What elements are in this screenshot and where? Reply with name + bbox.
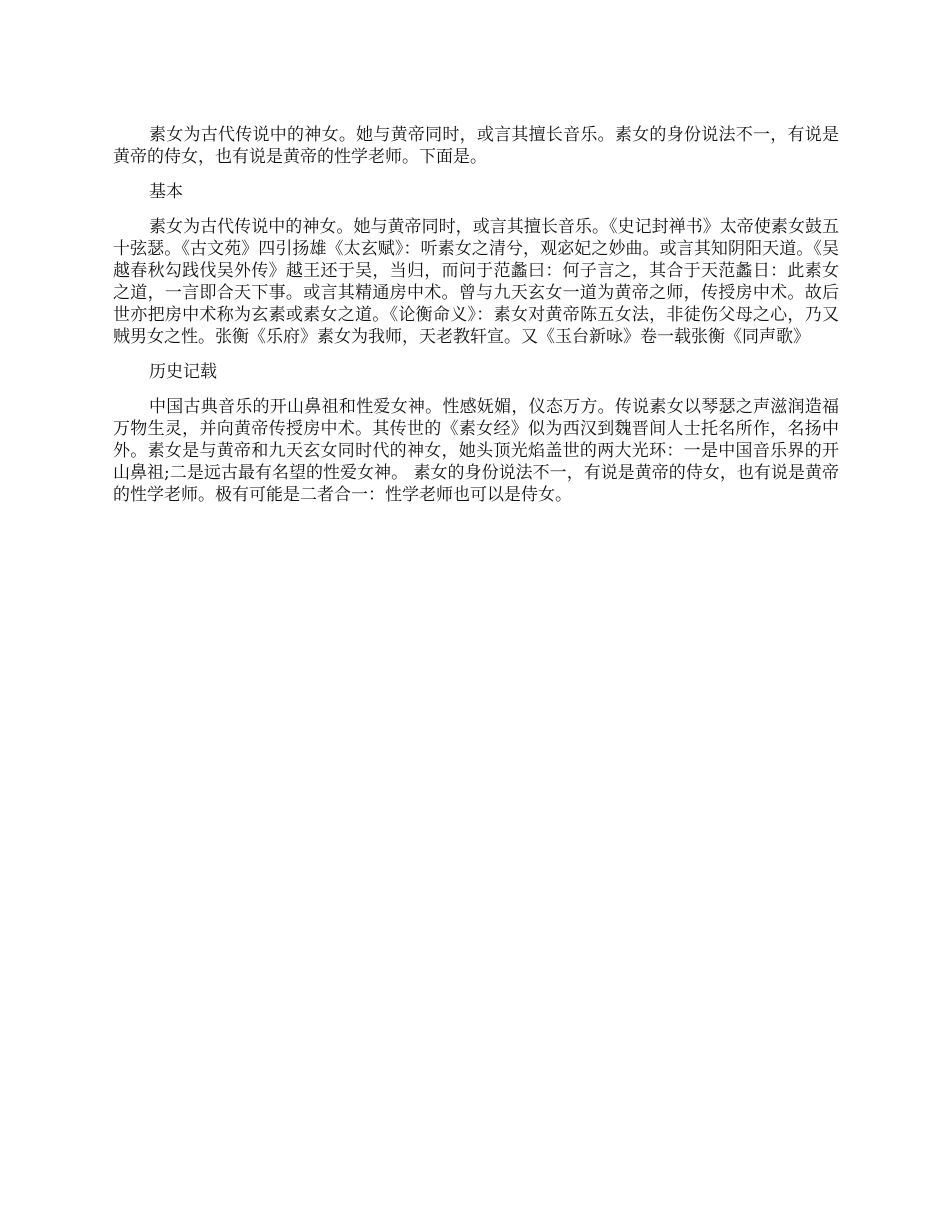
section-heading-history: 历史记载 xyxy=(149,362,217,382)
section-heading-basic: 基本 xyxy=(149,182,183,202)
section-body-history: 中国古典音乐的开山鼻祖和性爱女神。性感妩媚，仪态万方。传说素女以琴瑟之声滋润造福万物生灵，并向黄帝传授房中术。其传世的《素女经》似为西汉到魏晋间人士托名所作，名扬中外。素女是与黄帝和九天玄女同时代的神女，她头顶光焰盖世的两大光环：一是中国音乐界的开山鼻祖;二是远古最有名望的性爱女神。 素女的身份说法不一，有说是黄帝的侍女，也有说是黄帝的性学老师。极有可能是二者合一：性学老师也可以是侍女。 xyxy=(113,397,839,505)
document-content xyxy=(113,124,839,519)
section-body-basic: 素女为古代传说中的神女。她与黄帝同时，或言其擅长音乐。《史记封禅书》太帝使素女鼓五十弦瑟。《古文苑》四引扬雄《太玄赋》：听素女之清兮，观宓妃之妙曲。或言其知阴阳天道。《吴越春秋勾践伐吴外传》越王还于吴，当归，而问于范蠡曰：何子言之，其合于天范蠡日：此素女之道，一言即合天下事。或言其精通房中术。曾与九天玄女一道为黄帝之师，传授房中术。故后世亦把房中术称为玄素或素女之道。《论衡命义》：素女对黄帝陈五女法，非徒伤父母之心，乃又贼男女之性。张衡《乐府》素女为我师，天老教轩宣。又《玉台新咏》卷一载张衡《同声歌》 xyxy=(113,217,839,347)
intro-paragraph: 素女为古代传说中的神女。她与黄帝同时，或言其擅长音乐。素女的身份说法不一，有说是黄帝的侍女，也有说是黄帝的性学老师。下面是。 xyxy=(113,125,839,167)
